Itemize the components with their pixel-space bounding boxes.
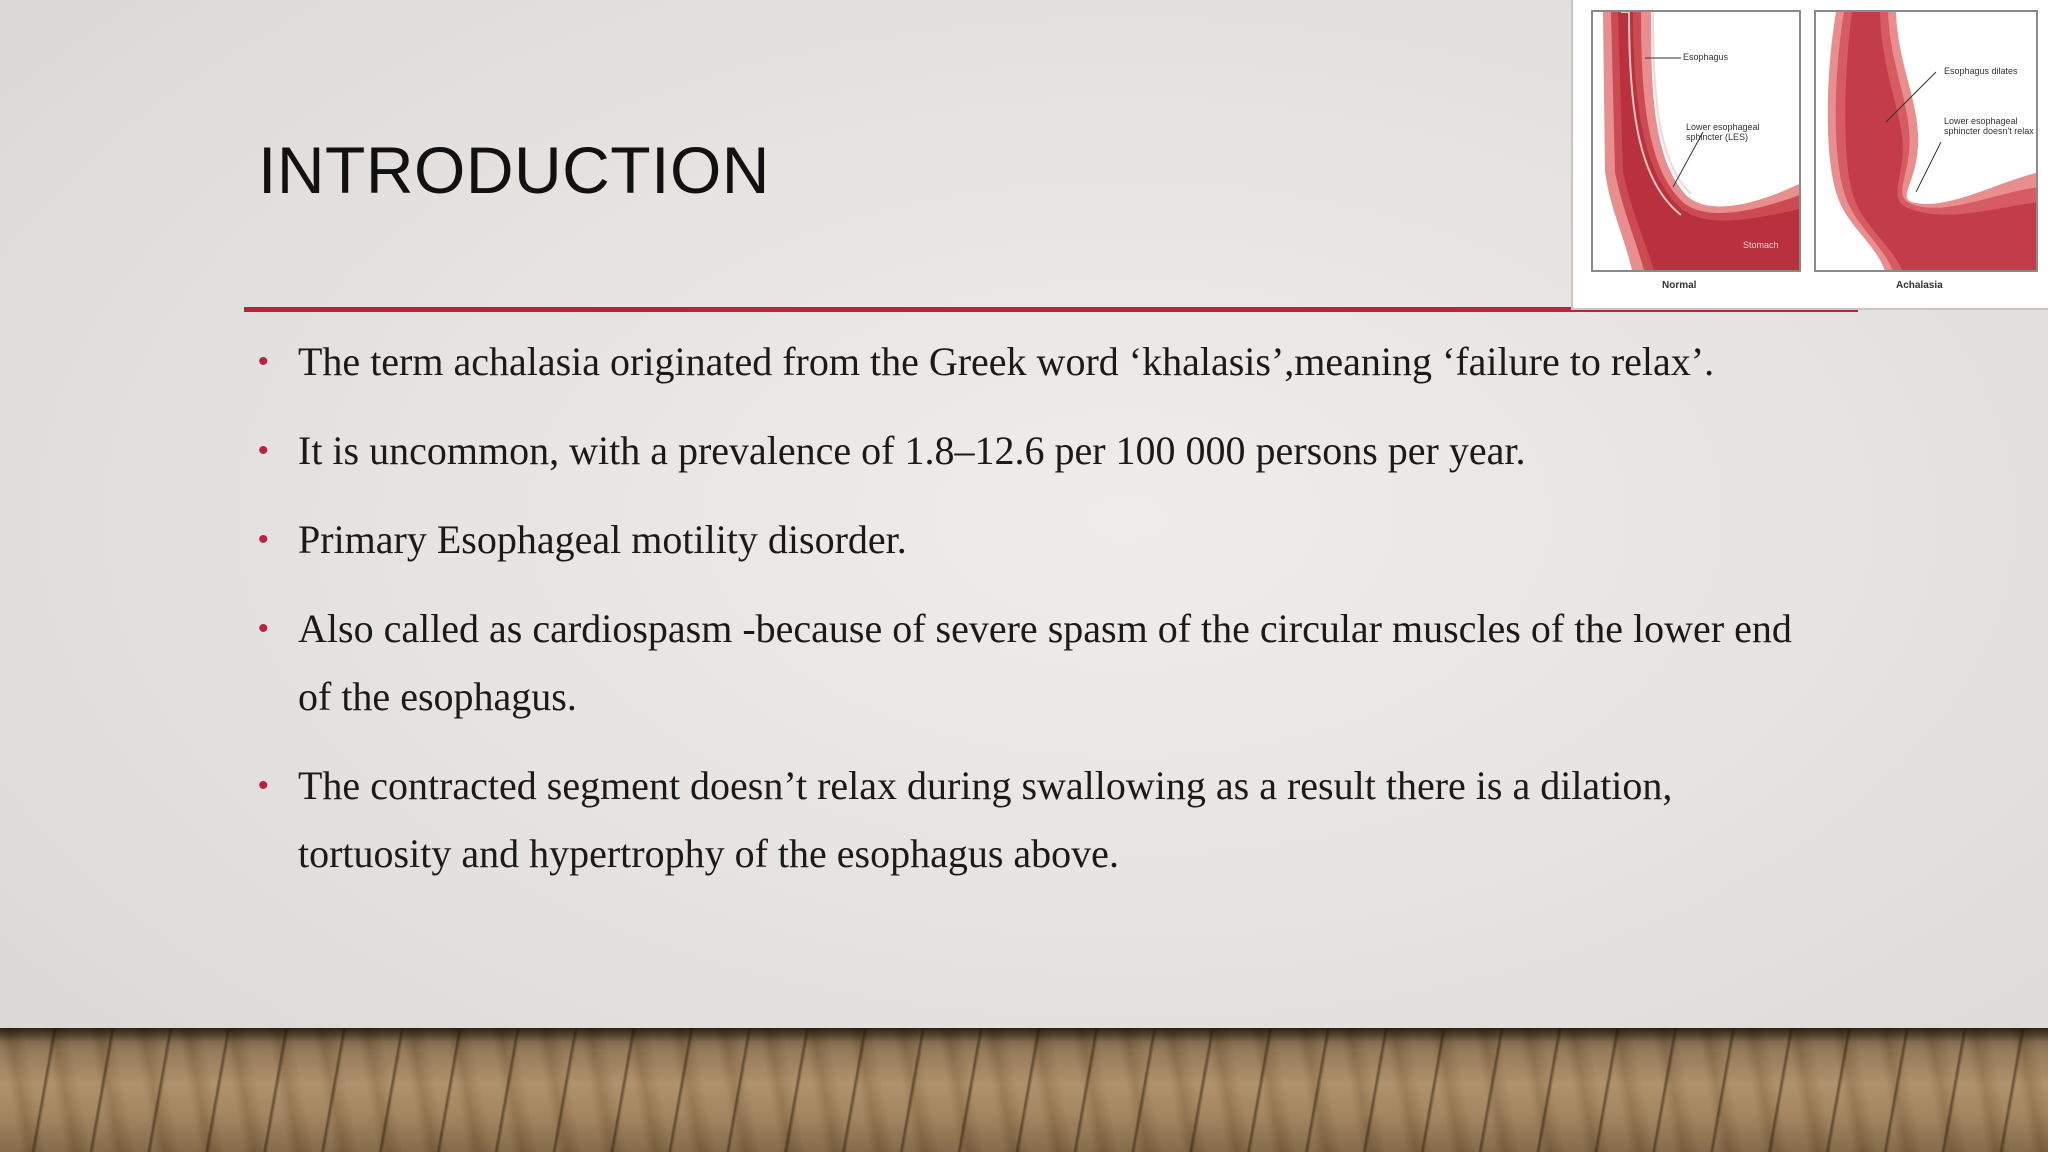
label-stomach: Stomach <box>1743 240 1779 250</box>
wood-floor-decoration <box>0 1028 2048 1152</box>
label-les: Lower esophageal sphincter (LES) <box>1686 122 1760 142</box>
label-les-no-relax: Lower esophageal sphincter doesn't relax <box>1944 116 2034 136</box>
slide-title: INTRODUCTION <box>258 133 770 207</box>
bullet-text: The contracted segment doesn’t relax during swallowing as a result there is a dilation, tortuosity and hypertrophy of the esophagus above. <box>298 763 1673 876</box>
bullet-marker: • <box>258 434 269 467</box>
bullet-item <box>258 752 1818 888</box>
bullet-marker: • <box>258 523 269 556</box>
bullet-text: The term achalasia originated from the Greek word ‘khalasis’,meaning ‘failure to relax’. <box>298 339 1715 384</box>
achalasia-esophagus-drawing <box>1816 12 2038 272</box>
normal-esophagus-drawing <box>1593 12 1801 272</box>
bullet-item <box>258 328 1818 396</box>
bullet-text: It is uncommon, with a prevalence of 1.8–12.6 per 100 000 persons per year. <box>298 428 1526 473</box>
esophagus-illustration <box>1571 0 2048 310</box>
label-esophagus-dilates: Esophagus dilates <box>1944 66 2018 76</box>
bullet-item <box>258 417 1818 485</box>
bullet-list <box>258 328 1818 909</box>
floor-shadow <box>0 1028 2048 1042</box>
bullet-text: Also called as cardiospasm -because of severe spasm of the circular muscles of the lower end of the esophagus. <box>298 606 1792 719</box>
achalasia-esophagus-panel <box>1814 10 2038 272</box>
bullet-item <box>258 506 1818 574</box>
caption-achalasia: Achalasia <box>1896 280 1943 291</box>
bullet-item <box>258 595 1818 731</box>
bullet-marker: • <box>258 345 269 378</box>
label-esophagus: Esophagus <box>1683 52 1729 62</box>
normal-esophagus-panel <box>1591 10 1801 272</box>
caption-normal: Normal <box>1662 280 1697 291</box>
bullet-text: Primary Esophageal motility disorder. <box>298 517 907 562</box>
bullet-marker: • <box>258 769 269 802</box>
bullet-marker: • <box>258 612 269 645</box>
